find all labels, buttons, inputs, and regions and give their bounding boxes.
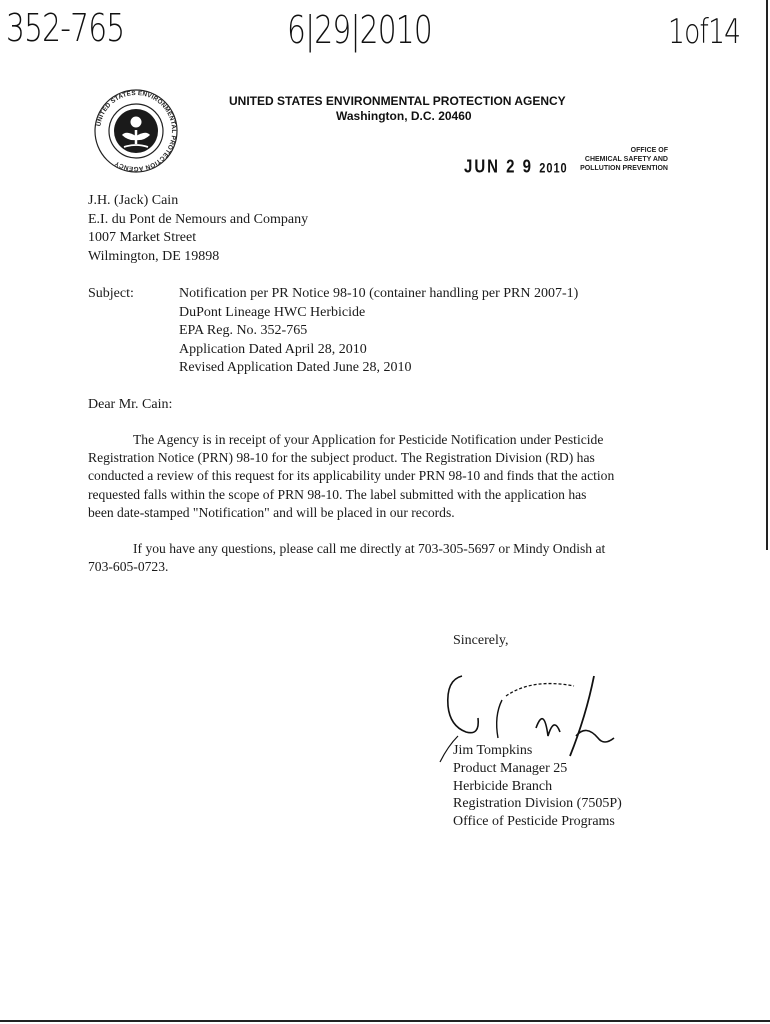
- salutation: Dear Mr. Cain:: [88, 397, 173, 412]
- signer-title: Product Manager 25: [453, 760, 568, 776]
- office-line: CHEMICAL SAFETY AND: [584, 156, 668, 163]
- office-block: [555, 146, 668, 173]
- date-stamp: [464, 156, 568, 177]
- date-stamp-month-day: JUN 2 9: [464, 156, 534, 178]
- paragraph-line: requested falls within the scope of PRN 98-10. The label submitted with the application has: [88, 486, 587, 502]
- paragraph-line: If you have any questions, please call me directly at 703-305-5697 or Mindy Ondish at: [133, 541, 606, 556]
- handwritten-page-count: 1of14: [668, 12, 741, 52]
- office-line: OFFICE OF: [630, 147, 668, 154]
- signer-block: [453, 742, 622, 831]
- paragraph-line: The Agency is in receipt of your Application for Pesticide Notification under Pesticide: [133, 432, 604, 447]
- recipient-line: Wilmington, DE 19898: [88, 248, 220, 264]
- seal-text: UNITED STATES ENVIRONMENTAL PROTECTION AGENCY: [95, 89, 178, 173]
- subject-line: Application Dated April 28, 2010: [179, 341, 367, 357]
- signer-name: Jim Tompkins: [453, 743, 533, 758]
- paragraph-line: been date-stamped "Notification" and will be placed in our records.: [88, 504, 455, 520]
- handwritten-date: 6|29|2010: [287, 8, 432, 52]
- recipient-line: 1007 Market Street: [88, 230, 197, 245]
- epa-seal-logo: [88, 86, 184, 176]
- scan-edge-bottom: [0, 1020, 770, 1022]
- recipient-line: E.I. du Pont de Nemours and Company: [88, 211, 309, 227]
- valediction: Sincerely,: [453, 633, 509, 648]
- body-paragraph-2: [88, 540, 688, 576]
- office-line: POLLUTION PREVENTION: [580, 165, 668, 172]
- handwritten-reg-number: 352-765: [6, 6, 125, 50]
- body-paragraph-1: [88, 431, 688, 522]
- subject-line: Notification per PR Notice 98-10 (container handling per PRN 2007-1): [179, 286, 579, 301]
- paragraph-line: conducted a review of this request for its applicability under PRN 98-10 and finds that the action: [88, 468, 615, 484]
- signer-branch: Herbicide Branch: [453, 778, 553, 794]
- date-stamp-year: 2010: [539, 161, 568, 176]
- subject-label: Subject:: [88, 286, 134, 301]
- subject-line: DuPont Lineage HWC Herbicide: [179, 304, 366, 320]
- recipient-address: [88, 192, 308, 266]
- scan-edge-right: [766, 0, 768, 550]
- paragraph-line: Registration Notice (PRN) 98-10 for the subject product. The Registration Division (RD) has: [88, 450, 595, 466]
- agency-name: UNITED STATES ENVIRONMENTAL PROTECTION AGENCY: [229, 94, 566, 108]
- recipient-line: J.H. (Jack) Cain: [88, 193, 179, 208]
- paragraph-line: 703-605-0723.: [88, 559, 169, 575]
- subject-lines: [179, 285, 578, 378]
- signer-office: Office of Pesticide Programs: [453, 814, 615, 830]
- subject-line: EPA Reg. No. 352-765: [179, 323, 308, 338]
- subject-line: Revised Application Dated June 28, 2010: [179, 360, 412, 375]
- agency-address: Washington, D.C. 20460: [336, 109, 472, 123]
- signer-division: Registration Division (7505P): [453, 796, 622, 812]
